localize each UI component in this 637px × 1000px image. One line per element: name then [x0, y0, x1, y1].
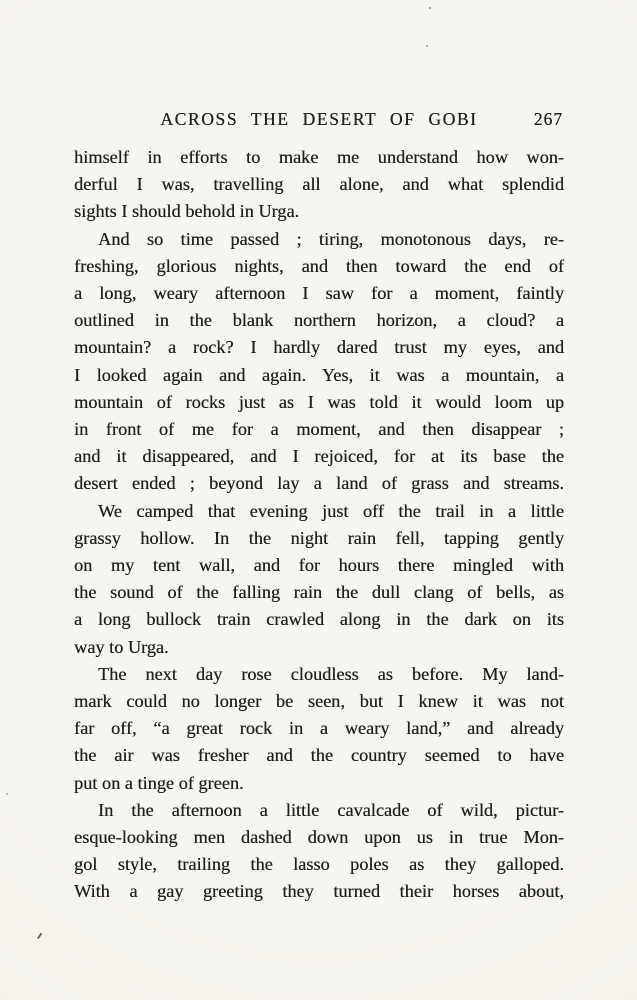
- text-line: and it disappeared, and I rejoiced, for at its base the: [74, 446, 564, 467]
- text-line: gol style, trailing the lasso poles as they galloped.: [74, 854, 564, 875]
- paragraph: [74, 226, 564, 498]
- scan-speck-dot: [429, 7, 431, 9]
- text-line: himself in efforts to make me understand how won-: [74, 147, 564, 167]
- text-line: a long, weary afternoon I saw for a moment, faintly: [74, 283, 564, 304]
- text-line: on my tent wall, and for hours there mingled with: [74, 555, 564, 576]
- paragraph: [74, 661, 564, 797]
- text-line: The next day rose cloudless as before. My land-: [98, 663, 564, 684]
- text-line: We camped that evening just off the trail in a little: [98, 500, 564, 521]
- text-line: In the afternoon a little cavalcade of wild, pictur-: [98, 799, 564, 820]
- chapter-title: ACROSS THE DESERT OF GOBI: [160, 109, 478, 129]
- text-line: esque-looking men dashed down upon us in true Mon-: [74, 827, 564, 848]
- text-line: sights I should behold in Urga.: [74, 201, 300, 222]
- scan-speck-dot: [426, 45, 428, 47]
- paragraph: [74, 498, 564, 661]
- text-line: And so time passed ; tiring, monotonous days, re-: [98, 228, 564, 249]
- text-line: derful I was, travelling all alone, and what splendid: [74, 174, 564, 195]
- text-line: freshing, glorious nights, and then toward the end of: [74, 255, 564, 276]
- text-line: put on a tinge of green.: [74, 772, 244, 793]
- text-line: the sound of the falling rain the dull clang of bells, as: [74, 582, 564, 603]
- text-line: mountain of rocks just as I was told it would loom up: [74, 391, 564, 412]
- text-line: With a gay greeting they turned their horses about,: [74, 881, 564, 902]
- text-line: I looked again and again. Yes, it was a mountain, a: [74, 364, 564, 385]
- text-line: desert ended ; beyond lay a land of grass and streams.: [74, 473, 564, 494]
- text-line: mountain? a rock? I hardly dared trust my eyes, and: [74, 337, 564, 358]
- text-line: a long bullock train crawled along in the dark on its: [74, 609, 564, 630]
- text-line: far off, “a great rock in a weary land,” and already: [74, 718, 564, 739]
- text-line: outlined in the blank northern horizon, a cloud? a: [74, 310, 564, 331]
- text-line: the air was fresher and the country seemed to have: [74, 745, 564, 766]
- text-line: in front of me for a moment, and then disappear ;: [74, 419, 564, 440]
- scan-speck-mark: [37, 932, 42, 939]
- text-line: grassy hollow. In the night rain fell, tapping gently: [74, 527, 564, 548]
- text-block: [74, 144, 564, 906]
- text-line: way to Urga.: [74, 636, 169, 657]
- page-number: 267: [533, 109, 563, 129]
- paragraph: [74, 797, 564, 906]
- scan-speck-dot: [6, 793, 8, 795]
- text-line: mark could no longer be seen, but I knew it was not: [74, 691, 564, 712]
- running-head: [74, 109, 564, 144]
- paragraph: [74, 144, 564, 226]
- text-column: [74, 109, 564, 906]
